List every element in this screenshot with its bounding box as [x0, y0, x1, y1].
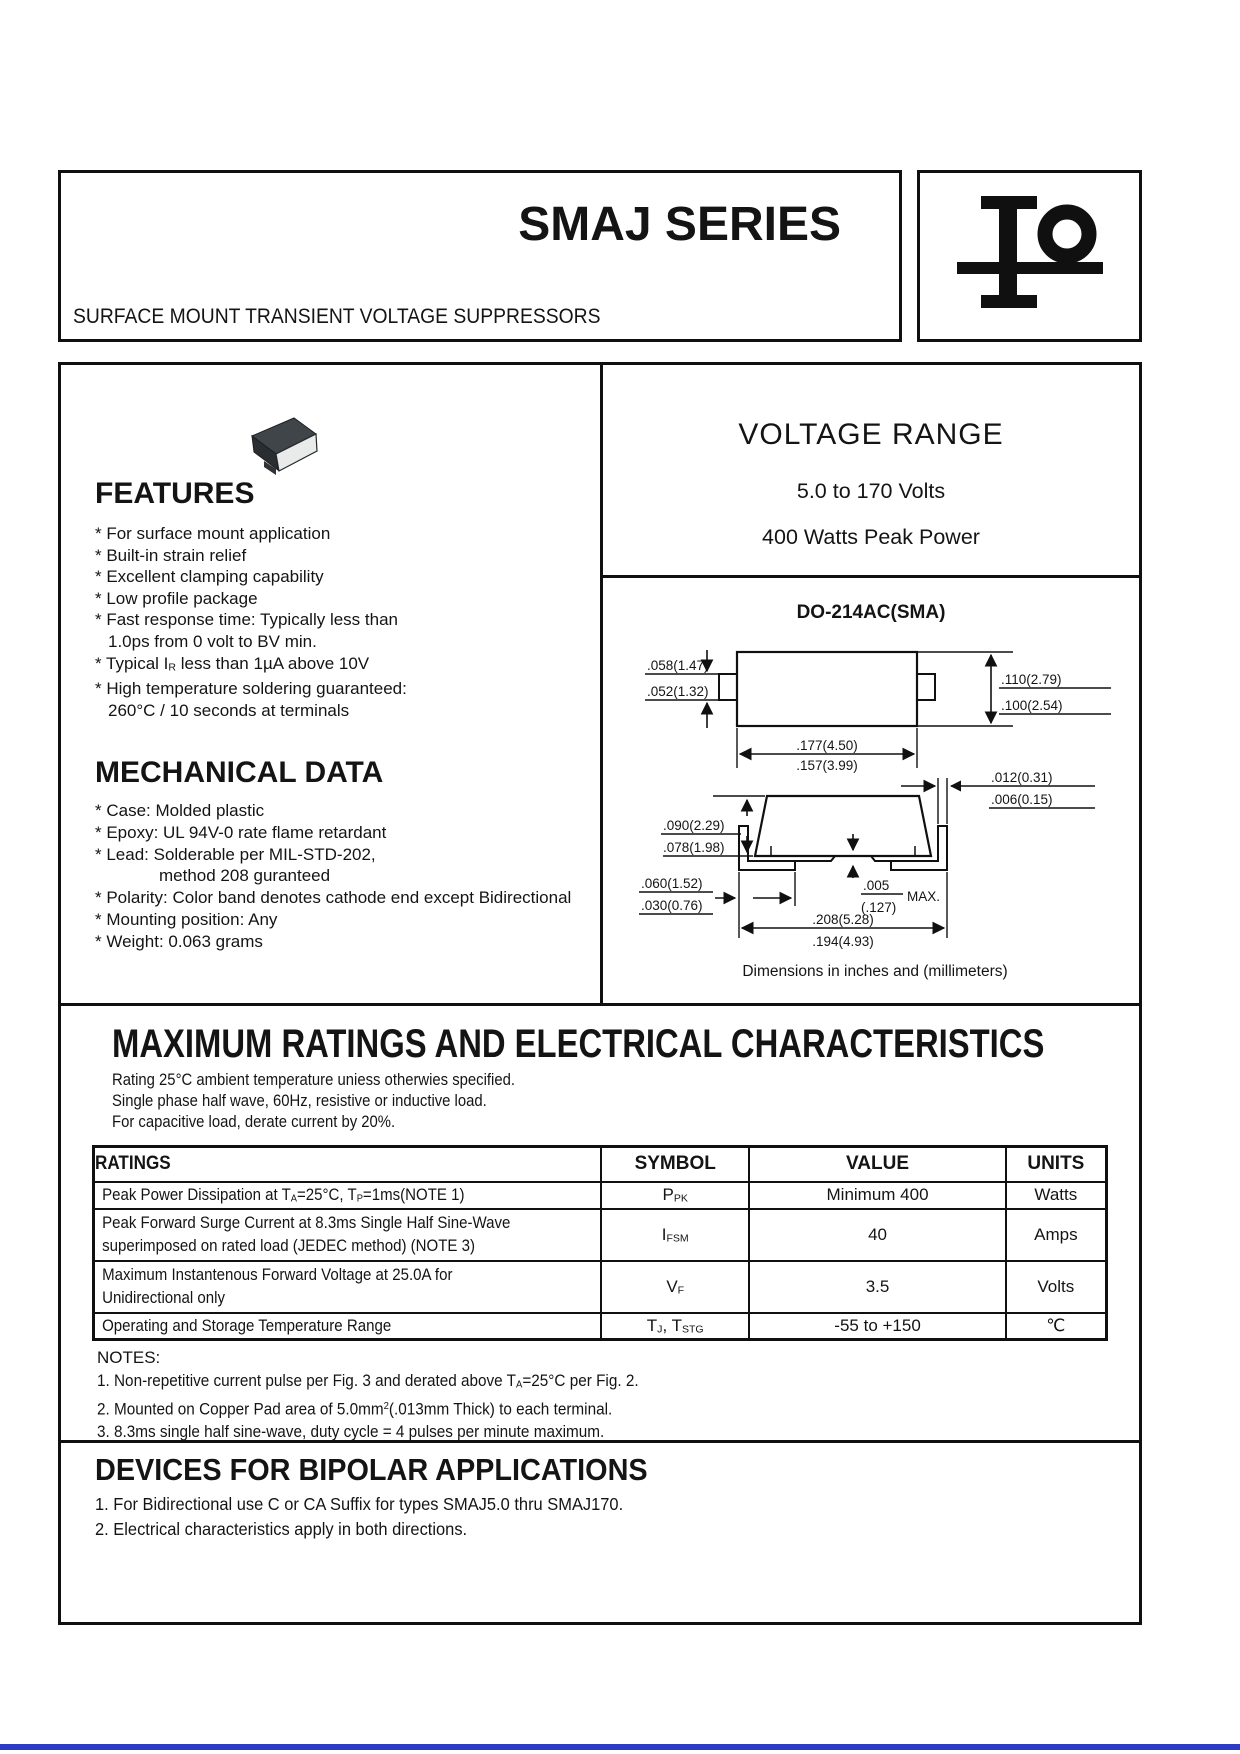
package-outline-drawing — [635, 638, 1115, 988]
value-cell: Minimum 400 — [749, 1182, 1005, 1209]
bipolar-list — [95, 1492, 657, 1542]
mechanical-item: * Mounting position: Any — [95, 909, 278, 929]
column-divider — [600, 362, 603, 1003]
mechanical-item: * Polarity: Color band denotes cathode end except Bidirectional — [95, 888, 572, 908]
col-units: UNITS — [1027, 1153, 1085, 1175]
bipolar-heading: DEVICES FOR BIPOLAR APPLICATIONS — [95, 1452, 648, 1487]
symbol-cell: IFSM — [601, 1209, 749, 1261]
dim-body-w-lo: .157(3.99) — [796, 758, 858, 773]
feature-item: * Low profile package — [95, 588, 258, 608]
symbol-cell: VF — [601, 1261, 749, 1313]
ratings-section-divider — [58, 1003, 1142, 1006]
mechanical-item: method 208 guranteed — [159, 866, 331, 886]
dim-tab-thk-hi: .058(1.47) — [647, 658, 709, 673]
notes-list — [97, 1370, 699, 1443]
col-ratings: RATINGS — [95, 1153, 171, 1175]
dim-lead-thk-hi: .012(0.31) — [991, 770, 1053, 785]
notes-heading: NOTES: — [97, 1348, 161, 1367]
mechanical-list — [95, 800, 571, 953]
feature-item: * Fast response time: Typically less than — [95, 610, 398, 630]
feature-item: * Excellent clamping capability — [95, 567, 324, 587]
footer-bar — [0, 1744, 1240, 1750]
value-cell: -55 to +150 — [749, 1313, 1005, 1340]
note-line: 3. 8.3ms single half sine-wave, duty cycle = 4 pulses per minute maximum. — [97, 1421, 605, 1441]
units-cell: Volts — [1006, 1261, 1107, 1313]
page-title: SMAJ SERIES — [518, 198, 841, 251]
dim-standoff-max: MAX. — [907, 889, 941, 904]
feature-item: 1.0ps from 0 volt to BV min. — [108, 631, 317, 651]
dim-total-w-lo: .194(4.93) — [812, 934, 874, 949]
bipolar-item: 1. For Bidirectional use C or CA Suffix for types SMAJ5.0 thru SMAJ170. — [95, 1494, 624, 1514]
dim-lead-len-hi: .060(1.52) — [641, 876, 703, 891]
condition-line: For capacitive load, derate current by 20%. — [112, 1113, 396, 1131]
dimensions-caption: Dimensions in inches and (millimeters) — [742, 963, 1008, 980]
logo-box — [917, 170, 1142, 342]
value-cell: 40 — [749, 1209, 1005, 1261]
feature-item: 260°C / 10 seconds at terminals — [108, 701, 350, 720]
table-row — [94, 1182, 1107, 1209]
dim-standoff-hi: .005 — [863, 878, 890, 893]
mechanical-item: * Lead: Solderable per MIL-STD-202, — [95, 844, 376, 864]
page-subtitle: SURFACE MOUNT TRANSIENT VOLTAGE SUPPRESSORS — [73, 305, 601, 328]
rating-cell: Operating and Storage Temperature Range — [102, 1315, 392, 1335]
dim-lead-len-lo: .030(0.76) — [641, 898, 703, 913]
dim-pkg-h-lo: .078(1.98) — [663, 840, 725, 855]
dim-lead-thk-lo: .006(0.15) — [991, 792, 1053, 807]
symbol-cell: TJ, TSTG — [601, 1313, 749, 1340]
feature-item: * Typical IR less than 1µA above 10V — [95, 653, 370, 673]
note-line: 1. Non-repetitive current pulse per Fig. 3 and derated above TA=25°C per Fig. 2. — [97, 1371, 639, 1391]
mechanical-heading: MECHANICAL DATA — [95, 756, 384, 789]
symbol-cell: PPK — [601, 1182, 749, 1209]
header-box — [58, 170, 902, 342]
brand-logo-icon — [955, 186, 1105, 326]
mechanical-item: * Case: Molded plastic — [95, 801, 265, 820]
condition-line: Rating 25°C ambient temperature uniess otherwies specified. — [112, 1071, 515, 1089]
dim-body-w-hi: .177(4.50) — [796, 738, 858, 753]
value-cell: 3.5 — [749, 1261, 1005, 1313]
note-line: 2. Mounted on Copper Pad area of $5.0mm^2(.013mm$ Thick) to each terminal. — [97, 1399, 613, 1419]
units-cell: Watts — [1006, 1182, 1107, 1209]
package-name: DO-214AC(SMA) — [796, 602, 946, 623]
voltage-range-divider — [600, 575, 1142, 578]
units-cell: Amps — [1006, 1209, 1107, 1261]
dim-body-h-lo: .100(2.54) — [1001, 698, 1063, 713]
mechanical-item: * Weight: 0.063 grams — [95, 931, 263, 951]
dim-standoff-lo: (.127) — [861, 900, 897, 915]
col-value: VALUE — [846, 1153, 910, 1175]
peak-power-value: 400 Watts Peak Power — [762, 525, 980, 549]
ratings-heading: MAXIMUM RATINGS AND ELECTRICAL CHARACTERISTICS — [112, 1022, 1045, 1066]
table-row — [94, 1209, 1107, 1261]
feature-item: * High temperature soldering guaranteed: — [95, 679, 407, 699]
dim-pkg-h-hi: .090(2.29) — [663, 818, 725, 833]
features-heading: FEATURES — [95, 477, 255, 510]
package-photo-icon — [242, 414, 320, 476]
feature-item: * For surface mount application — [95, 524, 331, 543]
feature-item: * Built-in strain relief — [95, 545, 247, 565]
dim-body-h-hi: .110(2.79) — [1001, 672, 1062, 687]
ratings-table — [92, 1145, 1108, 1341]
rating-cell: Maximum Instantenous Forward Voltage at 25.0A for Unidirectional only — [102, 1265, 453, 1307]
dim-tab-thk-lo: .052(1.32) — [647, 684, 709, 699]
voltage-range-value: 5.0 to 170 Volts — [796, 479, 946, 503]
col-symbol: SYMBOL — [634, 1153, 716, 1175]
dim-total-w-hi: .208(5.28) — [812, 912, 874, 927]
table-header-row — [94, 1147, 1107, 1182]
table-row — [94, 1313, 1107, 1340]
table-row — [94, 1261, 1107, 1313]
features-list — [95, 523, 407, 722]
bipolar-item: 2. Electrical characteristics apply in both directions. — [95, 1519, 468, 1539]
rating-cell: Peak Power Dissipation at TA=25°C, TP=1ms(NOTE 1) — [102, 1184, 465, 1205]
rating-cell: Peak Forward Surge Current at 8.3ms Single Half Sine-Wave superimposed on rated load (JEDEC method) (NOTE 3) — [102, 1213, 511, 1255]
condition-line: Single phase half wave, 60Hz, resistive or inductive load. — [112, 1092, 487, 1110]
units-cell: ℃ — [1006, 1313, 1107, 1340]
mechanical-item: * Epoxy: UL 94V-0 rate flame retardant — [95, 822, 387, 842]
rating-conditions — [112, 1070, 560, 1133]
voltage-range-title: VOLTAGE RANGE — [738, 418, 1004, 451]
